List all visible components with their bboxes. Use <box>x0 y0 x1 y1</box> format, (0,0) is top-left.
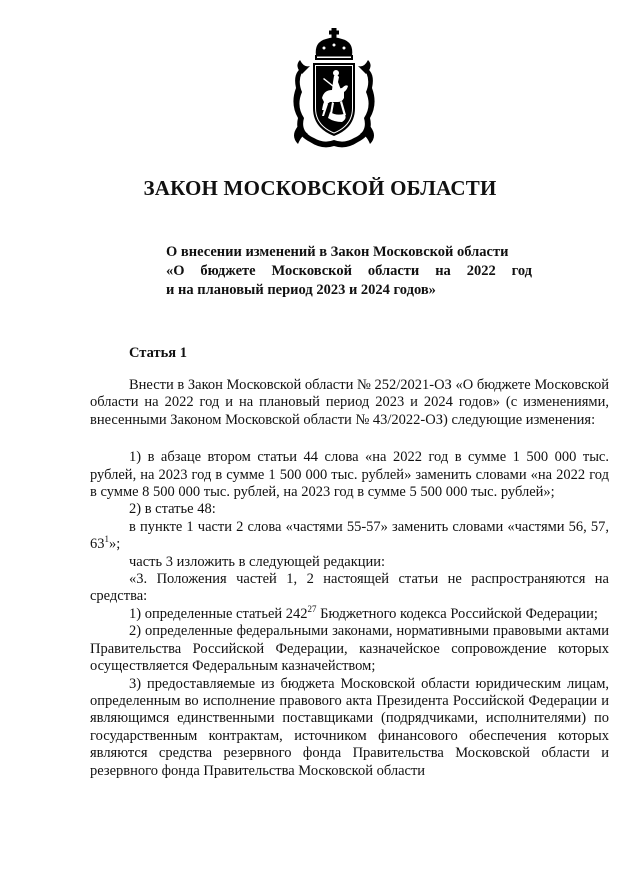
item-2a-sup: 1 <box>104 534 109 545</box>
subject-line-2: «О бюджете Московской области на 2022 год <box>166 263 532 279</box>
intro-paragraph: Внести в Закон Московской области № 252/2021-ОЗ «О бюджете Московской области на 2022 год и на плановый период 2023 и 2024 годов» (с изменениями, внесенными Законом Московской области № 43/2022-ОЗ) следующие изменения: <box>90 377 609 428</box>
quote-item-1-tail: Бюджетного кодекса Российской Федерации; <box>316 605 598 622</box>
quote-item-1-text: 1) определенные статьей 242 <box>129 605 308 622</box>
subject-line-3: и на плановый период 2023 и 2024 годов» <box>166 282 436 298</box>
article-body <box>90 377 609 780</box>
item-2a-text: в пункте 1 части 2 слова «частями 55-57» заменить словами «частями 56, 57, 63 <box>90 518 609 553</box>
item-2a-tail: »; <box>109 536 121 553</box>
item-2: 2) в статье 48: <box>129 501 216 518</box>
quote-intro: «3. Положения частей 1, 2 настоящей статьи не распространяются на средства: <box>90 571 609 605</box>
quote-item-2: 2) определенные федеральными законами, нормативными правовыми актами Правительства Российской Федерации, казначейское сопровождение которых осуществляется Федеральным казначейством; <box>90 623 609 675</box>
law-subject <box>166 243 532 300</box>
quote-item-1 <box>90 603 609 623</box>
quote-item-1-sup: 27 <box>307 603 317 614</box>
subject-line-1: О внесении изменений в Закон Московской области <box>166 244 509 260</box>
law-title: ЗАКОН МОСКОВСКОЙ ОБЛАСТИ <box>143 176 497 200</box>
item-2a <box>90 519 609 554</box>
item-1: 1) в абзаце втором статьи 44 слова «на 2022 год в сумме 1 500 000 тыс. рублей, на 2023 год в сумме 1 500 000 тыс. рублей» заменить словами «на 2022 год в сумме 8 500 000 тыс. рублей, на 2023 год в сумме 5 500 000 тыс. рублей»; <box>90 449 609 501</box>
item-2b: часть 3 изложить в следующей редакции: <box>129 553 386 570</box>
quote-item-3: 3) предоставляемые из бюджета Московской области юридическим лицам, определенным во исполнение правового акта Президента Российской Федерации и являющимся единственными поставщиками (подрядчиками, исполнителями) по государственным контрактам, источником финансового обеспечения которых являются средства резервного фонда Правительства Московской области и резервного фонда Правительства Московской области <box>90 675 609 779</box>
moscow-oblast-coat-of-arms-icon <box>286 26 382 152</box>
article-heading: Статья 1 <box>129 345 187 361</box>
